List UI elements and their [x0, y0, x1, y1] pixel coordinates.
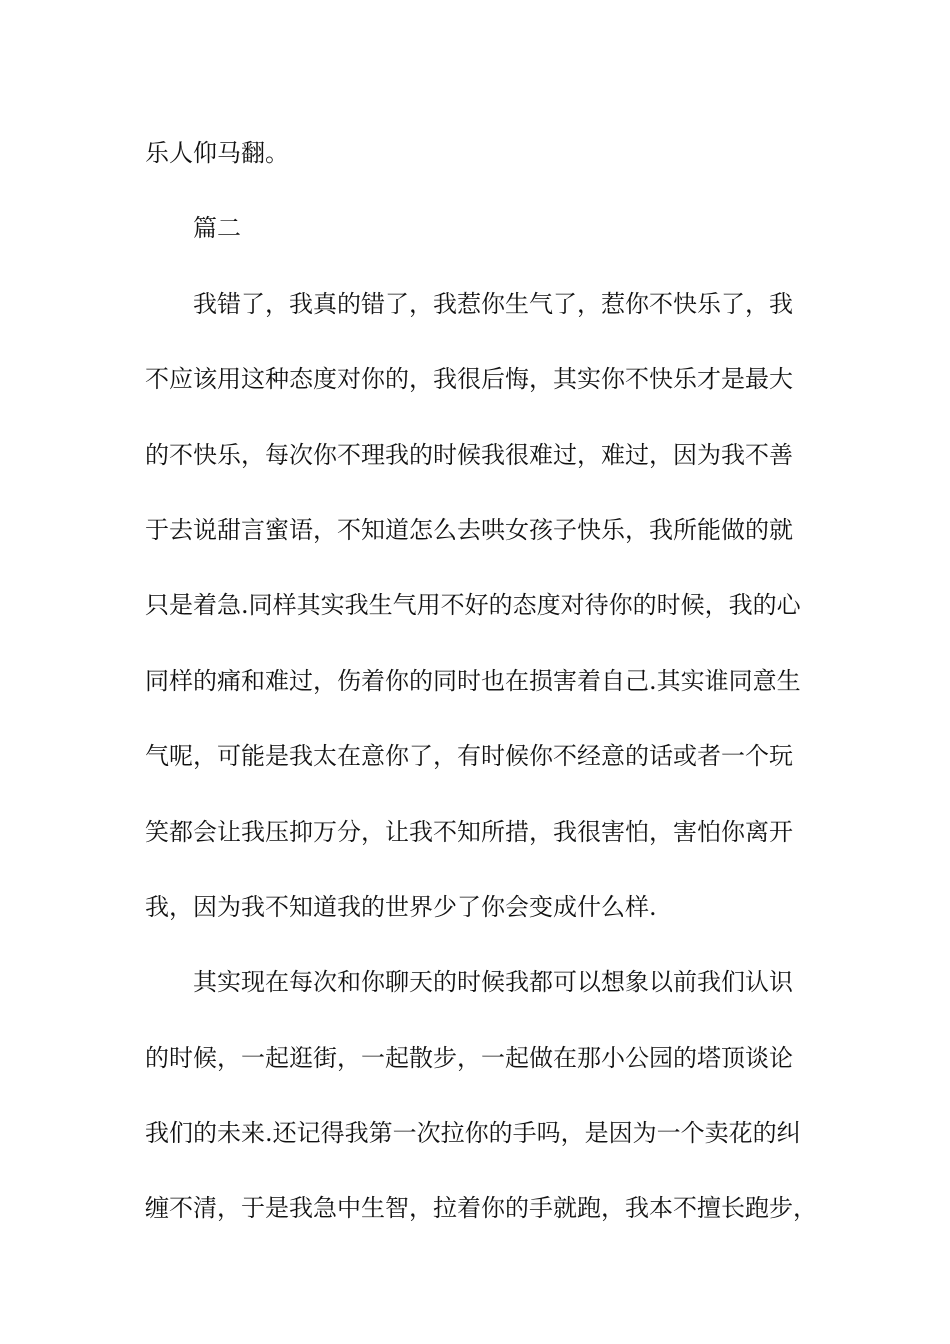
- text-line: 于去说甜言蜜语，不知道怎么去哄女孩子快乐，我所能做的就: [145, 515, 793, 544]
- text-line: 的不快乐，每次你不理我的时候我很难过，难过，因为我不善: [145, 440, 793, 469]
- text-line: 我们的未来.还记得我第一次拉你的手吗，是因为一个卖花的纠: [145, 1119, 801, 1148]
- text-line: 的时候，一起逛街，一起散步，一起做在那小公园的塔顶谈论: [145, 1043, 793, 1072]
- text-line: 缠不清，于是我急中生智，拉着你的手就跑，我本不擅长跑步，: [145, 1194, 817, 1223]
- text-line: 同样的痛和难过，伤着你的同时也在损害着自己.其实谁同意生: [145, 666, 801, 695]
- text-line: 气呢，可能是我太在意你了，有时候你不经意的话或者一个玩: [145, 742, 793, 771]
- text-line: 只是着急.同样其实我生气用不好的态度对待你的时候，我的心: [145, 591, 801, 620]
- text-line: 不应该用这种态度对你的，我很后悔，其实你不快乐才是最大: [145, 365, 793, 394]
- text-line: 乐人仰马翻。: [145, 139, 289, 167]
- text-line: 其实现在每次和你聊天的时候我都可以想象以前我们认识: [193, 968, 793, 997]
- document-body: [145, 128, 825, 1259]
- section-heading: 篇二: [193, 214, 241, 243]
- text-line: 我错了，我真的错了，我惹你生气了，惹你不快乐了，我: [193, 289, 793, 318]
- text-line: 笑都会让我压抑万分，让我不知所措，我很害怕，害怕你离开: [145, 817, 793, 846]
- text-line: 我，因为我不知道我的世界少了你会变成什么样.: [145, 892, 657, 921]
